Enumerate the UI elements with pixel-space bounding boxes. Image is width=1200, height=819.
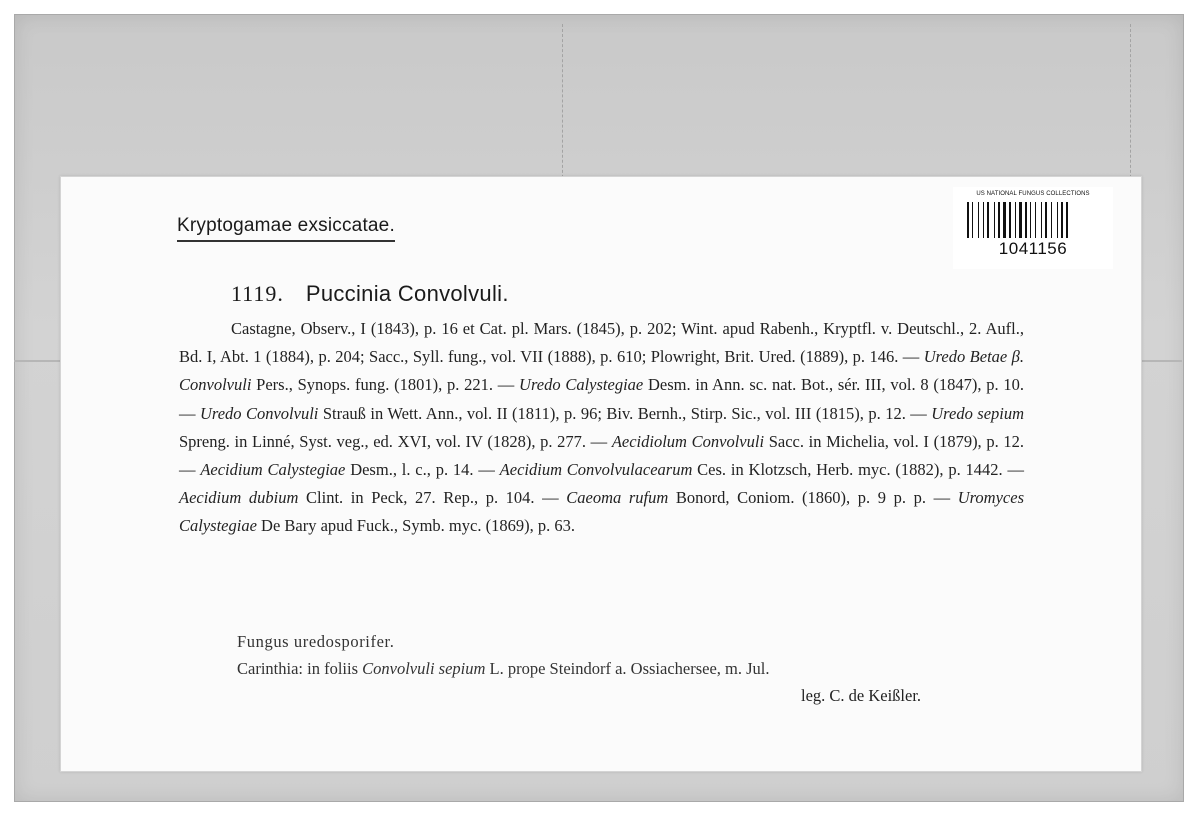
reference-citation: Desm. in Ann. sc. nat. Bot., sér. III, vol. 8 (1847), p. 10. — [179, 375, 1024, 423]
series-title: Kryptogamae exsiccatae. [177, 215, 395, 242]
specimen-number: 1119. [231, 281, 284, 306]
locality-suffix: L. prope Steindorf a. Ossiachersee, m. Jul. [485, 659, 770, 678]
reference-taxon: Aecidium Calystegiae [200, 460, 346, 480]
reference-citation: Castagne, Observ., I (1843), p. 16 et Cat. pl. Mars. (1845), p. 202; Wint. apud Rabenh., Kryptfl. v. Deutschl., 2. Aufl., Bd. I, Abt. 1 (1884), p. 204; Sacc., Syll. fung., vol. VII (1888), p. 610; Plowright, Brit. Ured. (1889), p. 146. — [179, 319, 1024, 367]
locality-prefix: Carinthia: in foliis [237, 659, 363, 678]
collector: leg. C. de Keißler. [801, 686, 922, 705]
reference-citation: Ces. in Klotzsch, Herb. myc. (1882), p. 1442. — [692, 460, 1025, 480]
reference-citation: Clint. in Peck, 27. Rep., p. 104. — [298, 488, 567, 508]
barcode-number: 1041156 [998, 239, 1068, 258]
reference-citation: Pers., Synops. fung. (1801), p. 221. — [251, 375, 520, 395]
barcode-sticker [953, 187, 1113, 269]
reference-citation: Strauß in Wett. Ann., vol. II (1811), p. 96; Biv. Bernh., Stirp. Sic., vol. III (1815), p. 12. — [318, 403, 932, 423]
reference-citation: Desm., l. c., p. 14. — [345, 460, 500, 480]
barcode-institution: US NATIONAL FUNGUS COLLECTIONS [976, 191, 1090, 197]
reference-taxon: Aecidium dubium [179, 488, 299, 508]
fungus-stage: Fungus uredosporifer. [237, 632, 395, 651]
reference-citation: Sacc. in Michelia, vol. I (1879), p. 12. — [179, 431, 1024, 480]
barcode-icon [967, 202, 1099, 238]
reference-taxon: Uredo Convolvuli [199, 403, 319, 423]
reference-taxon: Caeoma rufum [566, 488, 669, 508]
locality-text [237, 659, 1027, 679]
reference-citation: Spreng. in Linné, Syst. veg., ed. XVI, vol. IV (1828), p. 277. — [179, 431, 612, 451]
reference-taxon: Aecidium Convolvulacearum [499, 460, 693, 480]
specimen-label [60, 176, 1142, 772]
host-plant: Convolvuli sepium [362, 659, 486, 678]
reference-taxon: Uredo Betae β. Convolvuli [179, 347, 1024, 395]
reference-citation: De Bary apud Fuck., Symb. myc. (1869), p. 63. [256, 516, 575, 536]
reference-taxon: Uromyces Calystegiae [179, 488, 1024, 536]
reference-taxon: Uredo sepium [931, 403, 1025, 423]
reference-taxon: Aecidiolum Convolvuli [611, 431, 765, 451]
reference-taxon: Uredo Calystegiae [519, 375, 644, 395]
reference-citation: Bonord, Coniom. (1860), p. 9 p. p. — [668, 488, 958, 508]
species-heading [231, 281, 509, 307]
references-text [179, 315, 1024, 541]
species-name: Puccinia Convolvuli. [305, 281, 509, 306]
